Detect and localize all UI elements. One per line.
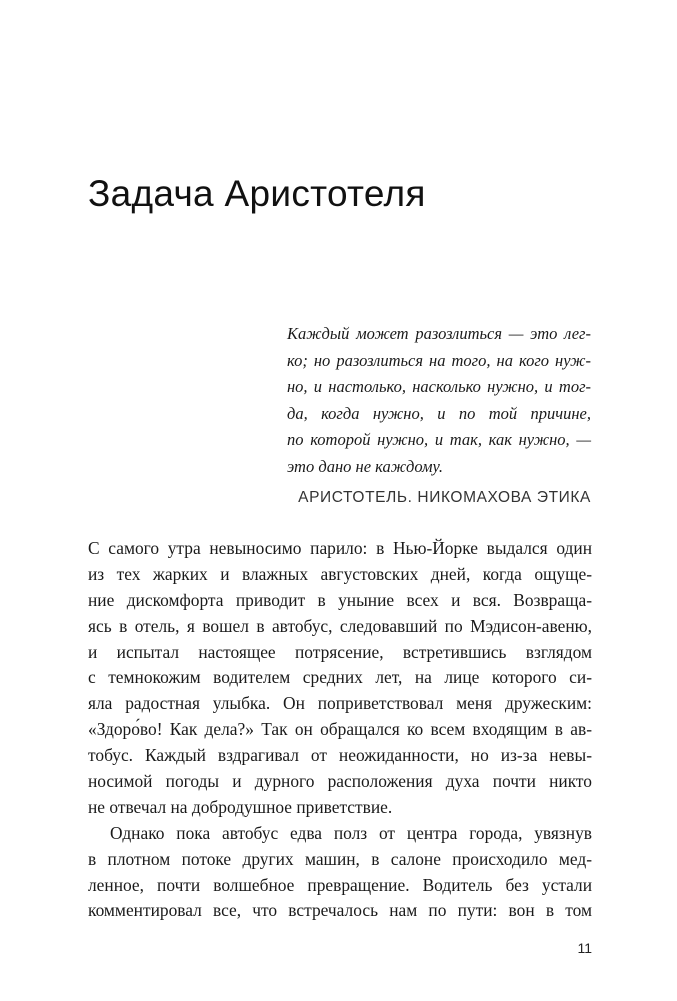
epigraph-line: Каждый может разозлиться — это лег- <box>287 324 591 343</box>
text-line: с темнокожим водителем средних лет, на лице которого си- <box>88 667 592 688</box>
text-line: ленное, почти волшебное превращение. Водитель без устали <box>88 874 592 895</box>
text-line: комментировал все, что встречалось нам по пути: вон в том <box>88 900 592 921</box>
epigraph-line: по которой нужно, и так, как нужно, — <box>287 430 591 450</box>
chapter-title: Задача Аристотеля <box>88 173 426 214</box>
epigraph-line: ко; но разозлиться на того, на кого нуж- <box>287 350 591 370</box>
body-text <box>88 536 592 924</box>
text-line: С самого утра невыносимо парило: в Нью-Йорке выдался один <box>88 538 592 558</box>
epigraph-line: это дано не каждому. <box>287 456 443 476</box>
epigraph-line: да, когда нужно, и по той причине, <box>287 403 591 423</box>
paragraph-2 <box>88 821 592 925</box>
epigraph <box>287 321 591 481</box>
text-line: ние дискомфорта приводит в уныние всех и вся. Возвраща- <box>88 589 592 610</box>
text-line: «Здоро́во! Как дела?» Так он обращался ко всем входящим в ав- <box>88 719 592 740</box>
text-line: яла радостная улыбка. Он поприветствовал меня дружеским: <box>88 693 592 714</box>
epigraph-line: но, и настолько, насколько нужно, и тог- <box>287 377 591 397</box>
text-line: не отвечал на добродушное приветствие. <box>88 796 393 817</box>
epigraph-source: АРИСТОТЕЛЬ. НИКОМАХОВА ЭТИКА <box>298 489 591 506</box>
text-line: Однако пока автобус едва полз от центра города, увязнув <box>110 822 592 843</box>
text-line: в плотном потоке других машин, в салоне происходило мед- <box>88 848 592 869</box>
text-line: ясь в отель, я вошел в автобус, следовавший по Мэдисон-авеню, <box>88 615 592 636</box>
text-line: носимой погоды и дурного расположения духа почти никто <box>88 771 592 792</box>
text-line: из тех жарких и влажных августовских дней, когда ощуще- <box>88 563 592 584</box>
page-number: 11 <box>577 940 592 956</box>
text-line: тобус. Каждый вздрагивал от неожиданности, но из-за невы- <box>88 745 592 766</box>
text-line: и испытал настоящее потрясение, встретившись взглядом <box>88 641 592 662</box>
paragraph-1 <box>88 536 592 821</box>
